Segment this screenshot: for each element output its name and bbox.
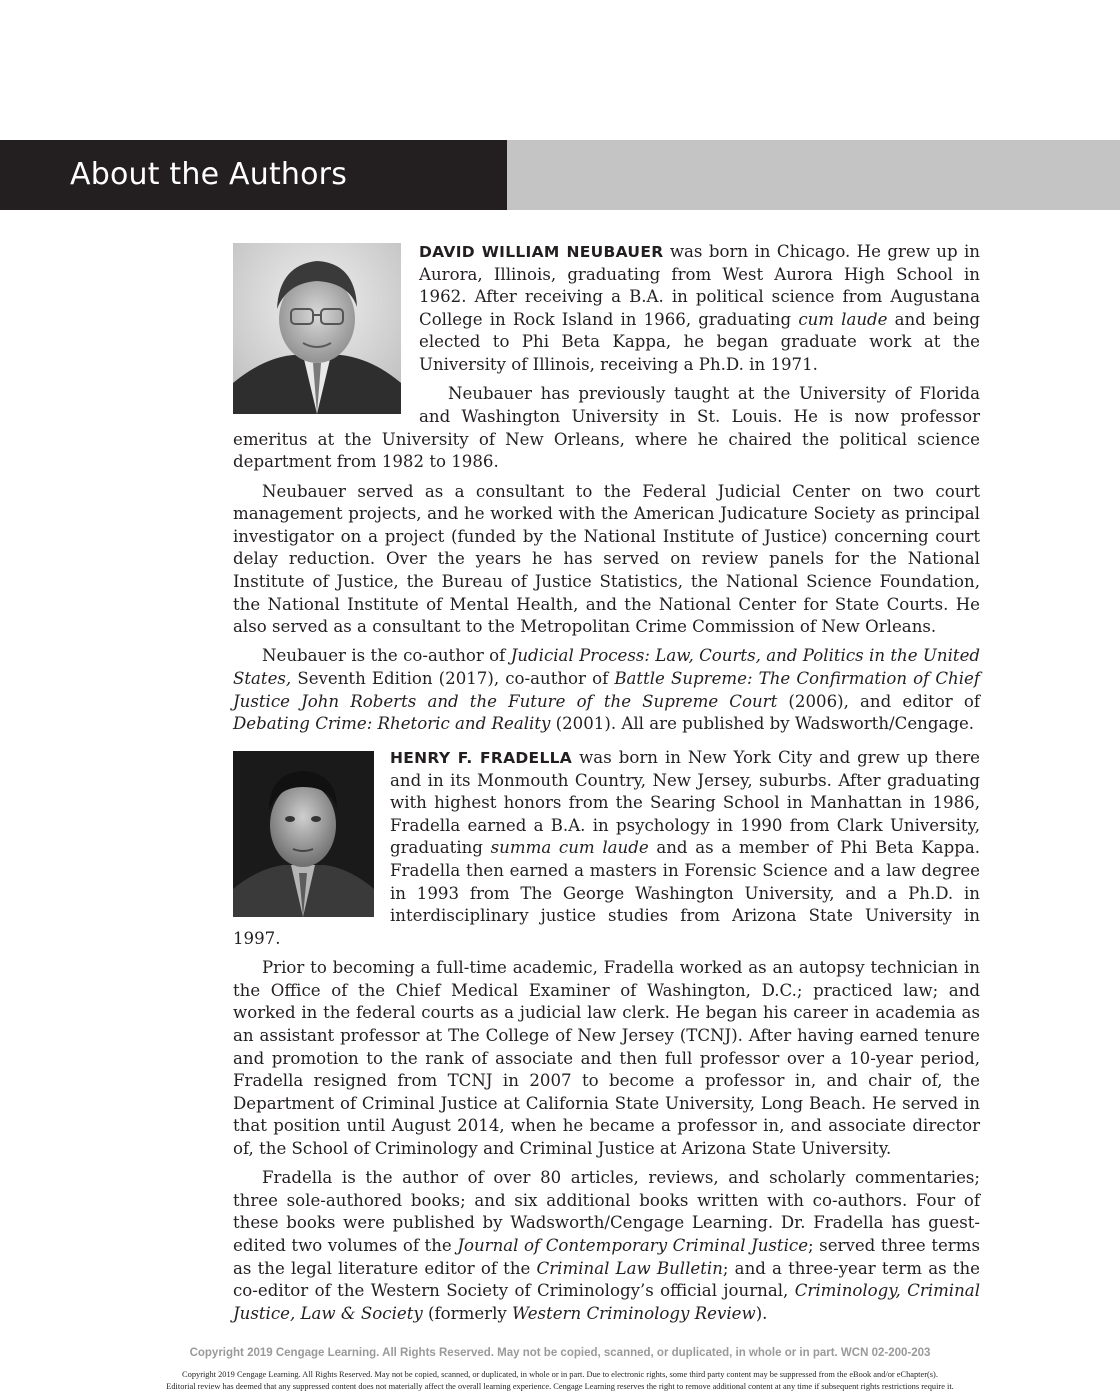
bio-text: and as a member of Phi Beta Kappa. Fradella then earned a masters in Forensic Science and a law degree in 1993 from The George Washington University, and a Ph.D. in interdisciplinary justice studies from Arizona State University in 1997. (233, 838, 980, 948)
bio-text: ; served three terms as the legal literature editor of the (233, 1236, 980, 1278)
copyright-fine-print (0, 1369, 1120, 1392)
author-bio-paragraph (233, 645, 980, 735)
bio-text: (2006), and editor of (777, 691, 980, 711)
book-title: Judicial Process: Law, Courts, and Politics in the United States, (233, 646, 981, 689)
portrait-image (233, 243, 401, 414)
author-section-fradella (233, 747, 980, 1332)
bio-text: was born in Chicago. He grew up in Aurora, Illinois, graduating from West Aurora High School in 1962. After receiving a B.A. in political science from Augustana College in Rock Island in 1966, graduating (419, 242, 980, 329)
journal-title: Journal of Contemporary Criminal Justice (457, 1236, 809, 1256)
author-bio-paragraph: Neubauer has previously taught at the University of Florida and Washington University in St. Louis. He is now professor emeritus at the University of New Orleans, where he chaired the political science department from 1982 to 1986. (233, 384, 980, 472)
author-bio-paragraph (233, 1167, 980, 1325)
bio-text: Neubauer is the co-author of (262, 646, 511, 666)
bio-italic: cum laude (798, 309, 888, 329)
bio-text: ; and a three-year term as the co-editor of the Western Society of Criminology’s official journal, (233, 1258, 981, 1301)
chapter-header-band (0, 140, 1120, 210)
header-gray-block (507, 140, 1120, 210)
author-name: HENRY F. FRADELLA (390, 749, 573, 767)
page-title: About the Authors (70, 157, 348, 192)
bio-text: and being elected to Phi Beta Kappa, he began graduate work at the University of Illinois, receiving a Ph.D. in 1971. (419, 309, 981, 374)
author-section-neubauer (233, 241, 980, 743)
bio-text: was born in New York City and grew up there and in its Monmouth Country, New Jersey, suburbs. After graduating with highest honors from the Searing School in Manhattan in 1986, Fradella earned a B.A. in psychology in 1990 from Clark University, graduating (390, 748, 980, 858)
bio-text: ). (755, 1303, 768, 1323)
bio-text: (2001). All are published by Wadsworth/Cengage. (550, 714, 975, 734)
author-bio-paragraph: Neubauer served as a consultant to the Federal Judicial Center on two court management projects, and he worked with the American Judicature Society as principal investigator on a project (funded by the National Institute of Justice) concerning court delay reduction. Over the years he has served on review panels for the National Institute of Justice, the Bureau of Justice Statistics, the National Science Foundation, the National Institute of Mental Health, and the National Center for State Courts. He also served as a consultant to the Metropolitan Crime Commission of New Orleans. (233, 481, 980, 637)
fine-print-line: Copyright 2019 Cengage Learning. All Rights Reserved. May not be copied, scanned, or duplicated, in whole or in part. Due to electronic rights, some third party content may be suppressed from the eBook and/or eChapter(s). (182, 1370, 938, 1379)
author-bio-paragraph: Prior to becoming a full-time academic, Fradella worked as an autopsy technician in the Office of the Chief Medical Examiner of Washington, D.C.; practiced law; and worked in the federal courts as a judicial law clerk. He began his career in academia as an assistant professor at The College of New Jersey (TCNJ). After having earned tenure and promotion to the rank of associate and then full professor over a 10-year period, Fradella resigned from TCNJ in 2007 to become a professor in, and chair of, the Department of Criminal Justice at California State University, Long Beach. He served in that position until August 2014, when he became a professor in, and associate director of, the School of Criminology and Criminal Justice at Arizona State University. (233, 958, 980, 1158)
copyright-watermark: Copyright 2019 Cengage Learning. All Rights Reserved. May not be copied, scanned, or duplicated, in whole or in part. WCN 02-200-203 (189, 1347, 931, 1359)
bio-text: Fradella is the author of over 80 articles, reviews, and scholarly commentaries; three sole-authored books; and six additional books written with co-authors. Four of these books were published by Wadsworth/Cengage Learning. Dr. Fradella has guest-edited two volumes of the (233, 1168, 980, 1256)
book-title: Battle Supreme: The Confirmation of Chief Justice John Roberts and the Future of the Supreme Court (233, 669, 981, 711)
journal-title: Western Criminology Review (512, 1303, 756, 1323)
journal-title: Criminal Law Bulletin (536, 1258, 723, 1278)
bio-text: Seventh Edition (2017), co-author of (291, 669, 615, 689)
bio-italic: summa cum laude (490, 838, 649, 858)
author-photo-neubauer (233, 243, 401, 414)
bio-text: (formerly (422, 1303, 513, 1323)
journal-title: Criminology, Criminal Justice, Law & Society (233, 1281, 980, 1323)
author-name: DAVID WILLIAM NEUBAUER (419, 243, 664, 261)
author-photo-fradella (233, 751, 374, 917)
portrait-image (233, 751, 374, 917)
fine-print-line: Editorial review has deemed that any suppressed content does not materially affect the overall learning experience. Cengage Learning reserves the right to remove additional content at any time if subsequent rights restrictions require it. (166, 1381, 954, 1391)
book-title: Debating Crime: Rhetoric and Reality (233, 714, 551, 734)
